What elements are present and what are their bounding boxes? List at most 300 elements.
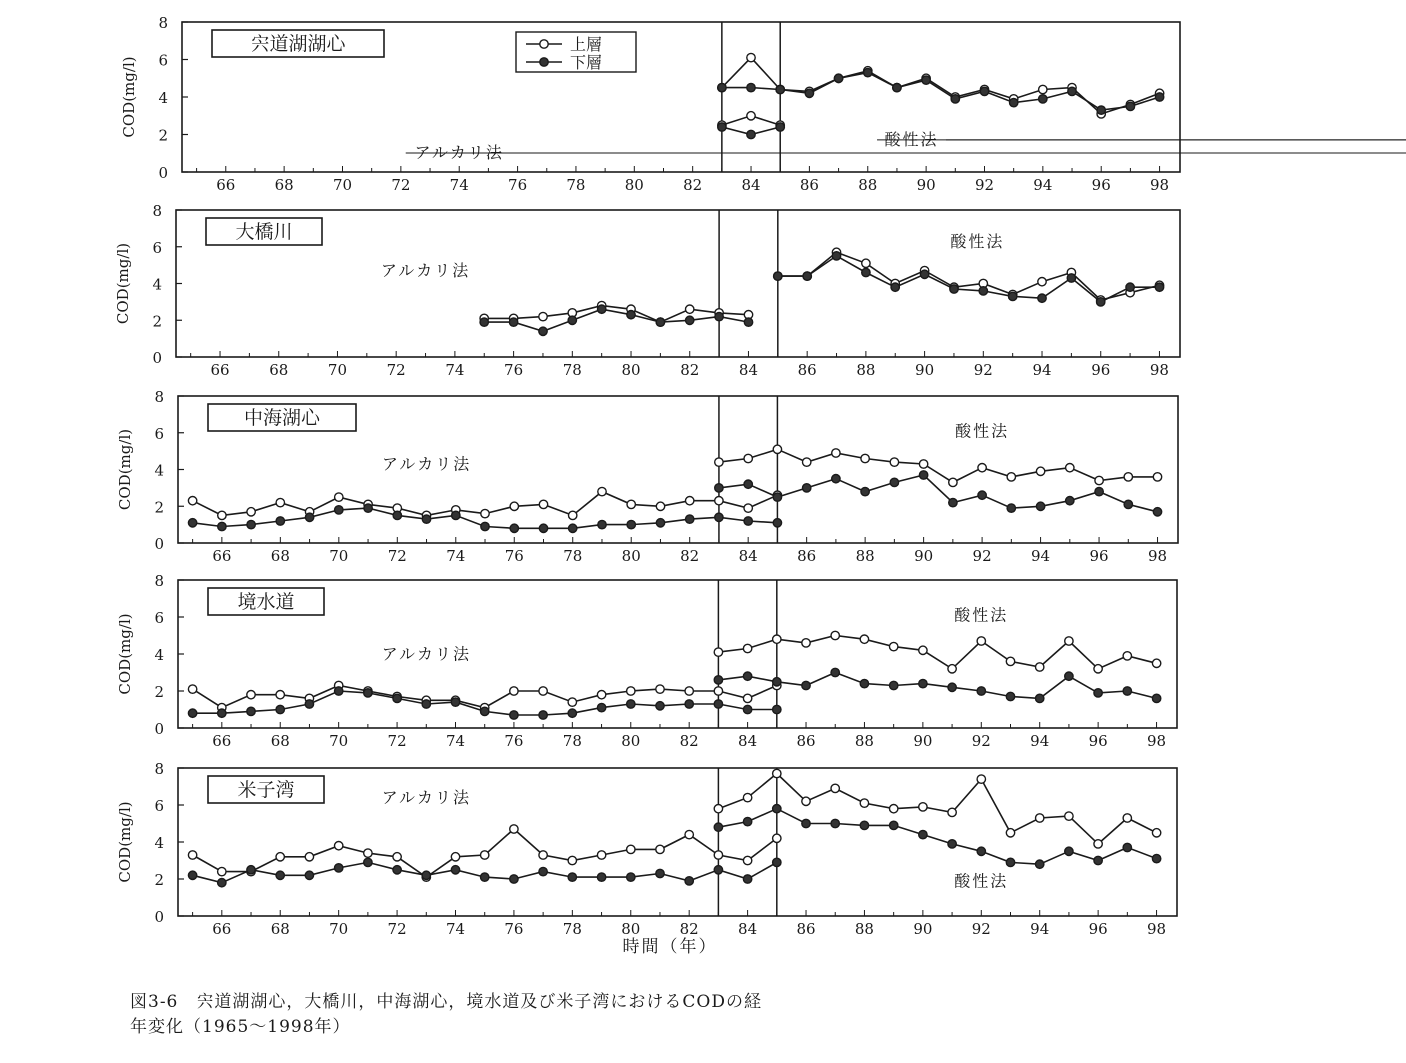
x-tick-label: 94 xyxy=(1030,920,1050,938)
data-point xyxy=(1094,665,1102,673)
x-tick-label: 68 xyxy=(270,732,290,750)
data-point xyxy=(627,873,635,881)
data-point xyxy=(747,53,755,61)
x-tick-label: 98 xyxy=(1147,732,1167,750)
x-tick-label: 84 xyxy=(738,361,759,379)
data-point xyxy=(714,687,722,695)
x-tick-label: 82 xyxy=(679,920,699,938)
data-point xyxy=(718,83,726,91)
data-point xyxy=(715,513,723,521)
x-tick-label: 84 xyxy=(738,547,758,565)
figure-caption-line2: 年変化（1965～1998年） xyxy=(130,1017,351,1037)
data-point xyxy=(510,687,518,695)
data-point xyxy=(1066,464,1074,472)
data-point xyxy=(1152,659,1160,667)
data-point xyxy=(364,504,372,512)
x-tick-label: 96 xyxy=(1091,361,1111,379)
figure-caption-line1: 図3-6 宍道湖湖心，大橋川，中海湖心，境水道及び米子湾におけるCODの経 xyxy=(130,992,762,1012)
x-tick-label: 72 xyxy=(387,732,407,750)
data-point xyxy=(714,648,722,656)
data-point xyxy=(305,513,313,521)
data-point xyxy=(831,819,839,827)
data-point xyxy=(627,845,635,853)
data-point xyxy=(949,478,957,486)
data-point xyxy=(1123,687,1131,695)
data-point xyxy=(951,95,959,103)
series-line xyxy=(719,449,1158,482)
x-tick-label: 96 xyxy=(1089,547,1109,565)
method-label: アルカリ法 xyxy=(414,143,504,162)
data-point xyxy=(1152,829,1160,837)
series-line xyxy=(484,309,748,331)
x-tick-label: 76 xyxy=(504,361,524,379)
data-point xyxy=(451,698,459,706)
x-tick-label: 84 xyxy=(738,920,758,938)
data-point xyxy=(247,508,255,516)
x-tick-label: 74 xyxy=(445,732,466,750)
data-point xyxy=(773,493,781,501)
data-point xyxy=(276,853,284,861)
data-point xyxy=(919,679,927,687)
method-label: 酸性法 xyxy=(954,871,1009,891)
data-point xyxy=(1126,102,1134,110)
data-point xyxy=(1124,500,1132,508)
x-tick-label: 92 xyxy=(973,361,993,379)
data-point xyxy=(627,687,635,695)
data-point xyxy=(218,511,226,519)
data-point xyxy=(743,705,751,713)
x-tick-label: 82 xyxy=(679,732,699,750)
x-tick-label: 78 xyxy=(563,547,583,565)
data-point xyxy=(276,498,284,506)
series-lower xyxy=(188,668,1160,719)
data-point xyxy=(743,694,751,702)
method-label: アルカリ法 xyxy=(381,788,471,808)
data-point xyxy=(539,711,547,719)
data-point xyxy=(1007,504,1015,512)
data-point xyxy=(627,311,635,319)
data-point xyxy=(509,318,517,326)
method-label: アルカリ法 xyxy=(380,261,471,281)
data-point xyxy=(510,875,518,883)
x-tick-label: 76 xyxy=(504,732,524,750)
data-point xyxy=(481,851,489,859)
data-point xyxy=(744,318,752,326)
data-point xyxy=(893,83,901,91)
legend-marker-lower xyxy=(540,58,548,66)
data-point xyxy=(481,707,489,715)
data-point xyxy=(714,823,722,831)
series-upper xyxy=(188,631,1160,712)
data-point xyxy=(364,849,372,857)
x-tick-label: 72 xyxy=(387,920,407,938)
legend-marker-upper xyxy=(540,40,548,48)
y-tick-label: 6 xyxy=(158,51,168,70)
data-point xyxy=(747,112,755,120)
data-point xyxy=(802,819,810,827)
x-tick-label: 74 xyxy=(445,920,466,938)
data-point xyxy=(247,520,255,528)
x-axis-label: 時間（年） xyxy=(622,937,718,957)
y-axis-label: COD(mg/l) xyxy=(116,801,134,883)
data-point xyxy=(919,460,927,468)
chart-panel-3 xyxy=(116,388,1178,565)
data-point xyxy=(1152,854,1160,862)
data-point xyxy=(1039,95,1047,103)
data-point xyxy=(1126,283,1134,291)
data-point xyxy=(773,445,781,453)
data-point xyxy=(831,784,839,792)
data-point xyxy=(919,646,927,654)
data-point xyxy=(743,875,751,883)
data-point xyxy=(980,87,988,95)
data-point xyxy=(1006,657,1014,665)
data-point xyxy=(656,502,664,510)
data-point xyxy=(1123,814,1131,822)
x-tick-label: 88 xyxy=(854,920,874,938)
legend-label-upper: 上層 xyxy=(570,35,603,54)
x-tick-label: 94 xyxy=(1031,547,1051,565)
method-label: 酸性法 xyxy=(884,129,939,149)
x-tick-label: 78 xyxy=(562,361,582,379)
x-tick-label: 66 xyxy=(212,920,232,938)
data-point xyxy=(747,130,755,138)
data-point xyxy=(744,517,752,525)
data-point xyxy=(247,866,255,874)
data-point xyxy=(1036,694,1044,702)
data-point xyxy=(802,797,810,805)
data-point xyxy=(743,793,751,801)
data-point xyxy=(948,665,956,673)
x-tick-label: 96 xyxy=(1091,176,1111,194)
data-point xyxy=(276,691,284,699)
series-lower xyxy=(188,471,1161,533)
x-tick-label: 88 xyxy=(855,547,875,565)
data-point xyxy=(803,458,811,466)
legend xyxy=(516,32,636,72)
data-point xyxy=(1095,476,1103,484)
y-tick-label: 8 xyxy=(152,202,162,220)
x-tick-label: 74 xyxy=(446,547,466,565)
series-line xyxy=(722,73,1160,111)
data-point xyxy=(802,639,810,647)
chart-panel-4 xyxy=(116,572,1177,750)
plot-frame xyxy=(176,210,1180,357)
data-point xyxy=(481,522,489,530)
data-point xyxy=(773,635,781,643)
data-point xyxy=(686,316,694,324)
x-tick-label: 76 xyxy=(508,176,528,194)
y-tick-label: 0 xyxy=(158,164,168,182)
data-point xyxy=(922,76,930,84)
data-point xyxy=(364,858,372,866)
data-point xyxy=(1009,292,1017,300)
x-tick-label: 88 xyxy=(854,732,874,750)
data-point xyxy=(598,305,606,313)
data-point xyxy=(805,89,813,97)
data-point xyxy=(861,454,869,462)
data-point xyxy=(452,511,460,519)
method-label: アルカリ法 xyxy=(381,454,472,474)
x-tick-label: 80 xyxy=(621,920,641,938)
data-point xyxy=(451,853,459,861)
data-point xyxy=(919,471,927,479)
x-tick-label: 90 xyxy=(913,732,933,750)
data-point xyxy=(743,856,751,864)
data-point xyxy=(862,259,870,267)
x-tick-label: 92 xyxy=(971,732,991,750)
data-point xyxy=(948,683,956,691)
data-point xyxy=(920,270,928,278)
data-point xyxy=(1065,812,1073,820)
x-tick-label: 86 xyxy=(796,920,816,938)
x-tick-label: 98 xyxy=(1150,176,1170,194)
data-point xyxy=(831,631,839,639)
data-point xyxy=(539,312,547,320)
series-upper xyxy=(188,769,1160,881)
data-point xyxy=(714,700,722,708)
x-tick-label: 88 xyxy=(856,361,876,379)
data-point xyxy=(481,509,489,517)
data-point xyxy=(862,268,870,276)
y-tick-label: 8 xyxy=(154,572,164,590)
data-point xyxy=(1094,689,1102,697)
data-point xyxy=(773,834,781,842)
x-tick-label: 98 xyxy=(1147,547,1168,565)
data-point xyxy=(539,327,547,335)
data-point xyxy=(247,707,255,715)
series-line xyxy=(719,475,1158,512)
y-tick-label: 4 xyxy=(154,646,164,664)
data-point xyxy=(773,858,781,866)
data-point xyxy=(627,520,635,528)
data-point xyxy=(832,475,840,483)
data-point xyxy=(747,83,755,91)
data-point xyxy=(774,272,782,280)
data-point xyxy=(597,873,605,881)
x-tick-label: 80 xyxy=(621,361,641,379)
x-tick-label: 70 xyxy=(329,920,349,938)
x-tick-label: 84 xyxy=(741,176,761,194)
data-point xyxy=(1153,473,1161,481)
data-point xyxy=(773,519,781,527)
data-point xyxy=(685,700,693,708)
x-tick-label: 84 xyxy=(738,732,758,750)
data-point xyxy=(1097,106,1105,114)
data-point xyxy=(539,867,547,875)
data-point xyxy=(744,454,752,462)
x-tick-label: 72 xyxy=(391,176,411,194)
x-tick-label: 70 xyxy=(329,732,349,750)
plot-frame xyxy=(178,580,1177,728)
data-point xyxy=(714,851,722,859)
data-point xyxy=(686,497,694,505)
x-tick-label: 68 xyxy=(270,920,290,938)
data-point xyxy=(568,856,576,864)
data-point xyxy=(188,851,196,859)
plot-frame xyxy=(178,768,1177,916)
method-label: 酸性法 xyxy=(950,231,1005,251)
data-point xyxy=(335,506,343,514)
data-point xyxy=(773,805,781,813)
method-label: 酸性法 xyxy=(955,421,1010,441)
x-tick-label: 94 xyxy=(1033,176,1053,194)
x-tick-label: 90 xyxy=(916,176,936,194)
legend-label-lower: 下層 xyxy=(570,53,603,72)
data-point xyxy=(743,672,751,680)
data-point xyxy=(715,312,723,320)
data-point xyxy=(188,871,196,879)
y-axis-label: COD(mg/l) xyxy=(120,56,138,138)
data-point xyxy=(1036,502,1044,510)
y-axis-label: COD(mg/l) xyxy=(116,613,134,695)
data-point xyxy=(715,484,723,492)
data-point xyxy=(569,524,577,532)
data-point xyxy=(685,877,693,885)
x-tick-label: 86 xyxy=(797,547,817,565)
x-tick-label: 66 xyxy=(210,361,230,379)
data-point xyxy=(218,879,226,887)
data-point xyxy=(656,519,664,527)
y-tick-label: 4 xyxy=(158,89,168,107)
x-tick-label: 70 xyxy=(329,547,349,565)
x-tick-label: 76 xyxy=(504,920,524,938)
data-point xyxy=(1066,497,1074,505)
data-point xyxy=(335,864,343,872)
y-tick-label: 6 xyxy=(152,238,162,257)
data-point xyxy=(393,511,401,519)
data-point xyxy=(597,691,605,699)
data-point xyxy=(539,524,547,532)
data-point xyxy=(569,511,577,519)
x-tick-label: 86 xyxy=(799,176,819,194)
data-point xyxy=(686,305,694,313)
data-point xyxy=(1007,473,1015,481)
data-point xyxy=(1039,85,1047,93)
data-point xyxy=(977,637,985,645)
data-point xyxy=(597,851,605,859)
x-tick-label: 90 xyxy=(913,920,933,938)
y-tick-label: 8 xyxy=(154,388,164,406)
data-point xyxy=(950,285,958,293)
data-point xyxy=(656,318,664,326)
data-point xyxy=(568,698,576,706)
data-point xyxy=(834,74,842,82)
x-tick-label: 90 xyxy=(915,361,935,379)
data-point xyxy=(1065,847,1073,855)
data-point xyxy=(1038,294,1046,302)
data-point xyxy=(276,517,284,525)
data-point xyxy=(218,522,226,530)
x-tick-label: 76 xyxy=(504,547,524,565)
data-point xyxy=(364,689,372,697)
data-point xyxy=(860,679,868,687)
data-point xyxy=(1010,98,1018,106)
data-point xyxy=(803,484,811,492)
data-point xyxy=(948,808,956,816)
y-tick-label: 2 xyxy=(154,498,164,517)
data-point xyxy=(890,821,898,829)
data-point xyxy=(276,705,284,713)
data-point xyxy=(773,705,781,713)
data-point xyxy=(656,845,664,853)
data-point xyxy=(890,805,898,813)
data-point xyxy=(1123,843,1131,851)
x-tick-label: 68 xyxy=(270,547,290,565)
data-point xyxy=(597,703,605,711)
data-point xyxy=(977,847,985,855)
x-tick-label: 82 xyxy=(680,547,700,565)
x-tick-label: 66 xyxy=(212,732,232,750)
y-tick-label: 8 xyxy=(154,760,164,778)
y-tick-label: 6 xyxy=(154,424,164,443)
x-tick-label: 80 xyxy=(624,176,644,194)
data-point xyxy=(656,685,664,693)
data-point xyxy=(891,283,899,291)
data-point xyxy=(451,866,459,874)
data-point xyxy=(977,687,985,695)
chart-panel-2 xyxy=(114,202,1180,379)
data-point xyxy=(776,123,784,131)
data-point xyxy=(305,871,313,879)
y-tick-label: 4 xyxy=(152,275,162,294)
series-line xyxy=(778,256,1160,302)
y-tick-label: 4 xyxy=(154,461,164,480)
data-point xyxy=(860,799,868,807)
data-point xyxy=(568,709,576,717)
data-point xyxy=(188,497,196,505)
data-point xyxy=(627,500,635,508)
data-point xyxy=(598,487,606,495)
data-point xyxy=(1094,840,1102,848)
method-label: 酸性法 xyxy=(954,605,1009,625)
x-tick-label: 78 xyxy=(562,732,582,750)
data-point xyxy=(188,685,196,693)
data-point xyxy=(1065,637,1073,645)
data-point xyxy=(948,840,956,848)
x-tick-label: 80 xyxy=(621,547,641,565)
data-point xyxy=(949,498,957,506)
data-point xyxy=(685,687,693,695)
data-point xyxy=(890,642,898,650)
data-point xyxy=(422,700,430,708)
x-tick-label: 86 xyxy=(796,732,816,750)
data-point xyxy=(803,272,811,280)
data-point xyxy=(1094,856,1102,864)
panel-title: 中海湖心 xyxy=(243,407,321,429)
data-point xyxy=(510,524,518,532)
y-tick-label: 0 xyxy=(154,908,164,926)
data-point xyxy=(247,691,255,699)
data-point xyxy=(890,458,898,466)
data-point xyxy=(422,871,430,879)
data-point xyxy=(568,873,576,881)
panel-title: 境水道 xyxy=(237,591,295,613)
data-point xyxy=(510,825,518,833)
data-point xyxy=(744,480,752,488)
data-point xyxy=(510,502,518,510)
data-point xyxy=(188,519,196,527)
data-point xyxy=(480,318,488,326)
x-tick-label: 94 xyxy=(1032,361,1052,379)
x-tick-label: 78 xyxy=(566,176,586,194)
series-line xyxy=(718,774,1156,844)
x-tick-label: 92 xyxy=(974,176,995,194)
chart-panel-5 xyxy=(116,760,1177,957)
data-point xyxy=(1152,694,1160,702)
x-tick-label: 74 xyxy=(449,176,469,194)
data-point xyxy=(481,873,489,881)
